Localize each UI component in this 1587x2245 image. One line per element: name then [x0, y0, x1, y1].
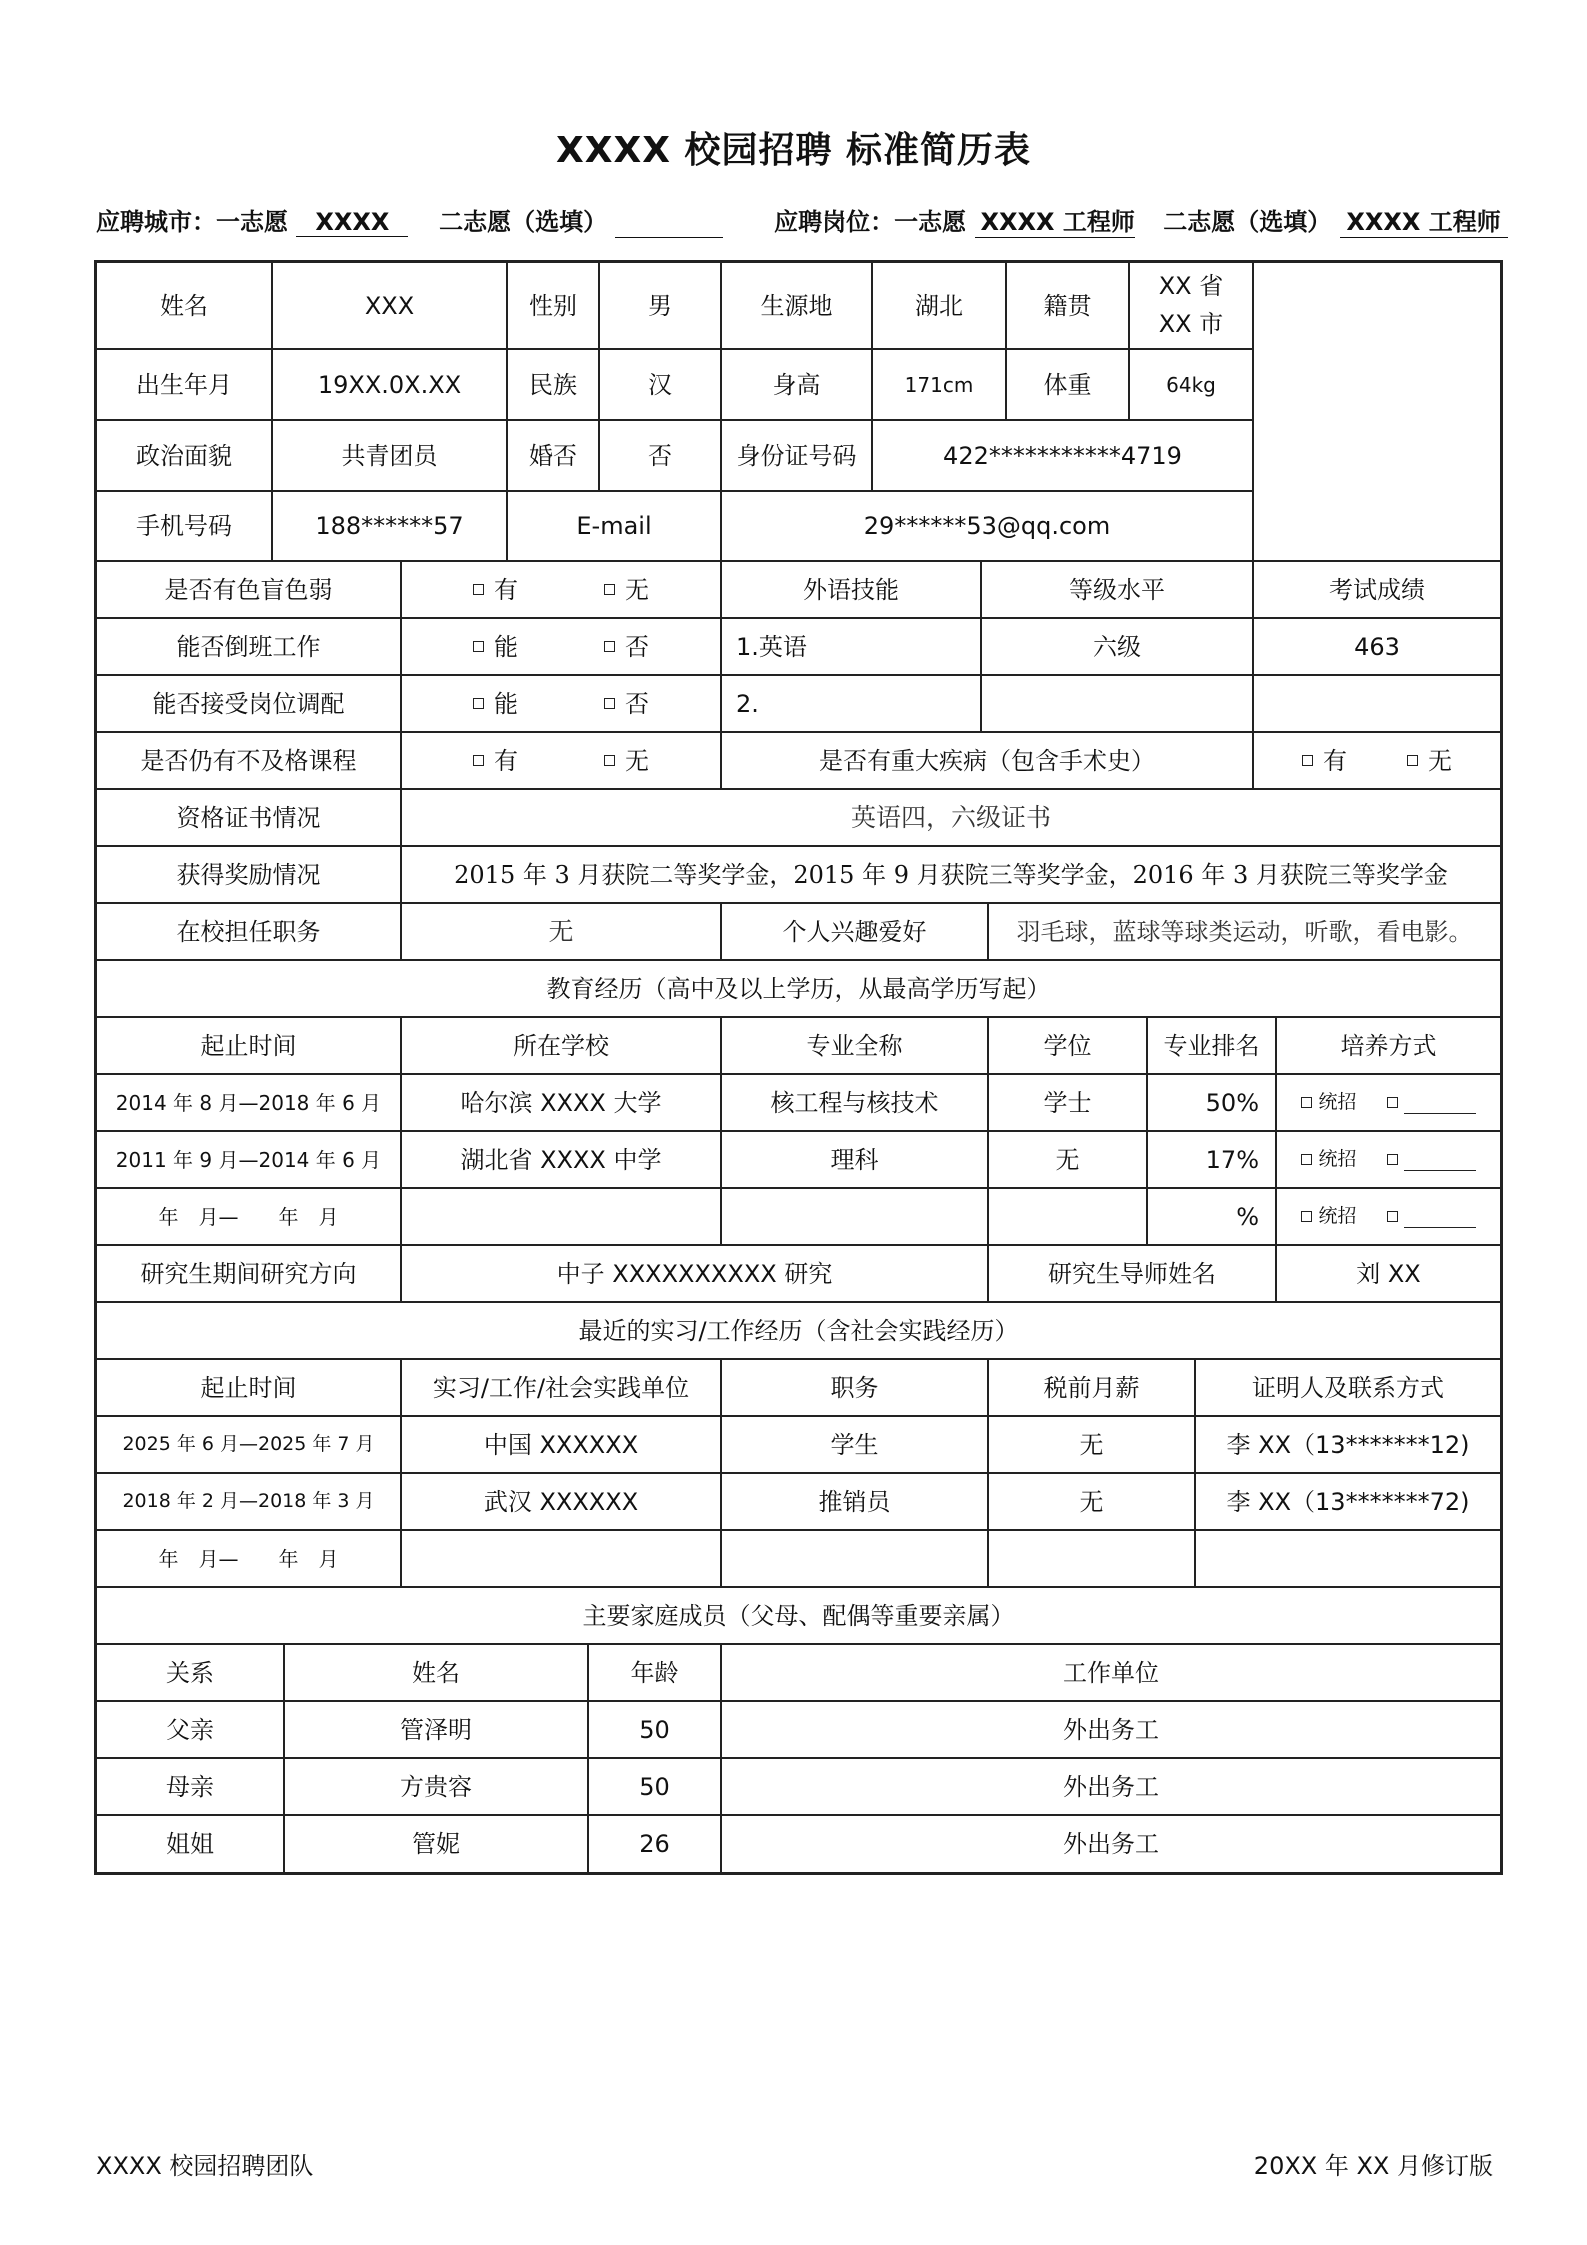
option-yes[interactable]: 有 [473, 572, 518, 608]
family-work[interactable]: 外出务工 [721, 1758, 1501, 1815]
option-no[interactable]: 否 [604, 629, 649, 665]
work-col-unit: 实习/工作/社会实践单位 [401, 1359, 721, 1416]
work-salary[interactable] [988, 1530, 1195, 1587]
work-salary[interactable]: 无 [988, 1473, 1195, 1530]
birth-label: 出生年月 [96, 349, 272, 420]
family-age[interactable]: 50 [588, 1758, 721, 1815]
edu-major[interactable]: 核工程与核技术 [721, 1074, 988, 1131]
edu-rank[interactable]: 50% [1147, 1074, 1276, 1131]
family-age[interactable]: 50 [588, 1701, 721, 1758]
question-label-transfer: 能否接受岗位调配 [96, 675, 401, 732]
language-level-2[interactable] [981, 675, 1253, 732]
training-other-blank[interactable] [1404, 1148, 1476, 1171]
work-reference[interactable] [1195, 1530, 1501, 1587]
family-relation[interactable]: 父亲 [96, 1701, 284, 1758]
checkbox-icon [473, 698, 484, 709]
awards-value[interactable]: 2015 年 3 月获院二等奖学金，2015 年 9 月获院三等奖学金，2016 年 3 月获院三等奖学金 [401, 846, 1501, 903]
married-value[interactable]: 否 [599, 420, 721, 491]
footer-team: XXXX 校园招聘团队 [96, 2152, 314, 2180]
language-col-skill: 外语技能 [721, 561, 981, 618]
option-yes[interactable]: 有 [473, 743, 518, 779]
work-period[interactable]: 2025 年 6 月—2025 年 7 月 [96, 1416, 401, 1473]
edu-degree[interactable]: 学士 [988, 1074, 1147, 1131]
question-label-shift: 能否倒班工作 [96, 618, 401, 675]
checkbox-icon [1301, 1097, 1312, 1108]
option-no[interactable]: 无 [604, 572, 649, 608]
post-first-choice[interactable]: XXXX 工程师 [975, 202, 1135, 238]
family-relation[interactable]: 母亲 [96, 1758, 284, 1815]
edu-period[interactable]: 2014 年 8 月—2018 年 6 月 [96, 1074, 401, 1131]
id-value[interactable]: 422***********4719 [872, 420, 1253, 491]
checkbox-icon [473, 755, 484, 766]
checkbox-icon [1387, 1154, 1398, 1165]
work-reference[interactable]: 李 XX（13*******72) [1195, 1473, 1501, 1530]
family-work[interactable]: 外出务工 [721, 1701, 1501, 1758]
edu-school[interactable]: 哈尔滨 XXXX 大学 [401, 1074, 721, 1131]
question-options-failed-courses[interactable] [401, 732, 721, 789]
checkbox-icon [604, 584, 615, 595]
question-label-failed-courses: 是否仍有不及格课程 [96, 732, 401, 789]
family-name[interactable]: 方贵容 [284, 1758, 588, 1815]
hobby-value[interactable]: 羽毛球，蓝球等球类运动，听歌，看电影。 [988, 903, 1501, 960]
training-other-blank[interactable] [1404, 1091, 1476, 1114]
edu-col-period: 起止时间 [96, 1017, 401, 1074]
email-label: E-mail [507, 491, 721, 561]
option-yes[interactable]: 能 [473, 686, 518, 722]
checkbox-icon [604, 698, 615, 709]
family-col-relation: 关系 [96, 1644, 284, 1701]
question-label-colorblind: 是否有色盲色弱 [96, 561, 401, 618]
native-province: XX 省 [1158, 272, 1224, 301]
post-second-label: 二志愿（选填） [1163, 208, 1332, 236]
edu-major[interactable]: 理科 [721, 1131, 988, 1188]
work-col-salary: 税前月薪 [988, 1359, 1195, 1416]
work-role[interactable] [721, 1530, 988, 1587]
work-col-reference: 证明人及联系方式 [1195, 1359, 1501, 1416]
advisor-label: 研究生导师姓名 [988, 1245, 1276, 1302]
edu-school[interactable] [401, 1188, 721, 1245]
language-score-2[interactable] [1253, 675, 1501, 732]
native-value[interactable] [1129, 262, 1253, 349]
weight-value[interactable]: 64kg [1129, 349, 1253, 420]
family-name[interactable]: 管泽明 [284, 1701, 588, 1758]
research-label: 研究生期间研究方向 [96, 1245, 401, 1302]
disease-options[interactable] [1253, 732, 1501, 789]
question-options-colorblind[interactable] [401, 561, 721, 618]
positions-label: 在校担任职务 [96, 903, 401, 960]
edu-major[interactable] [721, 1188, 988, 1245]
height-value[interactable]: 171cm [872, 349, 1006, 420]
political-label: 政治面貌 [96, 420, 272, 491]
gender-value[interactable]: 男 [599, 262, 721, 349]
edu-col-rank: 专业排名 [1147, 1017, 1276, 1074]
work-col-role: 职务 [721, 1359, 988, 1416]
edu-period[interactable]: 年 月— 年 月 [96, 1188, 401, 1245]
positions-value[interactable]: 无 [401, 903, 721, 960]
native-label: 籍贯 [1006, 262, 1129, 349]
checkbox-icon [1387, 1097, 1398, 1108]
work-col-period: 起止时间 [96, 1359, 401, 1416]
edu-training[interactable]: 统招 [1276, 1131, 1501, 1188]
edu-col-degree: 学位 [988, 1017, 1147, 1074]
option-no[interactable]: 否 [604, 686, 649, 722]
awards-label: 获得奖励情况 [96, 846, 401, 903]
page-title: XXXX 校园招聘 标准简历表 [555, 130, 1032, 171]
email-value[interactable]: 29******53@qq.com [721, 491, 1253, 561]
edu-training[interactable]: 统招 [1276, 1188, 1501, 1245]
edu-rank[interactable]: % [1147, 1188, 1276, 1245]
family-age[interactable]: 26 [588, 1815, 721, 1873]
birth-value[interactable]: 19XX.0X.XX [272, 349, 507, 420]
language-level-1[interactable]: 六级 [981, 618, 1253, 675]
edu-degree[interactable]: 无 [988, 1131, 1147, 1188]
origin-label: 生源地 [721, 262, 872, 349]
family-relation[interactable]: 姐姐 [96, 1815, 284, 1873]
city-second-label: 二志愿（选填） [439, 208, 608, 236]
language-col-score: 考试成绩 [1253, 561, 1501, 618]
work-role[interactable]: 学生 [721, 1416, 988, 1473]
checkbox-icon [604, 641, 615, 652]
edu-degree[interactable] [988, 1188, 1147, 1245]
edu-training[interactable]: 统招 [1276, 1074, 1501, 1131]
checkbox-icon [1387, 1211, 1398, 1222]
family-col-age: 年龄 [588, 1644, 721, 1701]
option-no[interactable]: 无 [1407, 743, 1452, 779]
option-yes[interactable]: 能 [473, 629, 518, 665]
political-value[interactable]: 共青团员 [272, 420, 507, 491]
research-value[interactable]: 中子 XXXXXXXXXX 研究 [401, 1245, 988, 1302]
edu-rank[interactable]: 17% [1147, 1131, 1276, 1188]
edu-col-training: 培养方式 [1276, 1017, 1501, 1074]
question-options-shift[interactable] [401, 618, 721, 675]
checkbox-icon [1301, 1154, 1312, 1165]
work-role[interactable]: 推销员 [721, 1473, 988, 1530]
name-value[interactable]: XXX [272, 262, 507, 349]
language-skill-2[interactable]: 2. [721, 675, 981, 732]
family-header: 主要家庭成员（父母、配偶等重要亲属） [96, 1587, 1501, 1644]
married-label: 婚否 [507, 420, 599, 491]
work-unit[interactable]: 武汉 XXXXXX [401, 1473, 721, 1530]
city-first-choice[interactable]: XXXX [296, 208, 408, 237]
height-label: 身高 [721, 349, 872, 420]
phone-label: 手机号码 [96, 491, 272, 561]
advisor-value[interactable]: 刘 XX [1276, 1245, 1501, 1302]
checkbox-icon [1302, 755, 1313, 766]
family-col-name: 姓名 [284, 1644, 588, 1701]
native-city: XX 市 [1158, 309, 1224, 338]
checkbox-icon [473, 641, 484, 652]
weight-label: 体重 [1006, 349, 1129, 420]
city-second-choice[interactable] [615, 207, 723, 238]
language-col-level: 等级水平 [981, 561, 1253, 618]
work-header: 最近的实习/工作经历（含社会实践经历） [96, 1302, 1501, 1359]
edu-school[interactable]: 湖北省 XXXX 中学 [401, 1131, 721, 1188]
post-second-choice[interactable]: XXXX 工程师 [1340, 202, 1508, 238]
resume-table [96, 262, 1501, 1873]
edu-period[interactable]: 2011 年 9 月—2014 年 6 月 [96, 1131, 401, 1188]
option-yes[interactable]: 有 [1302, 743, 1347, 779]
training-other-blank[interactable] [1404, 1205, 1476, 1228]
work-period[interactable]: 2018 年 2 月—2018 年 3 月 [96, 1473, 401, 1530]
checkbox-icon [604, 755, 615, 766]
education-header: 教育经历（高中及以上学历，从最高学历写起） [96, 960, 1501, 1017]
application-line [96, 202, 1501, 238]
family-col-work: 工作单位 [721, 1644, 1501, 1701]
post-label: 应聘岗位：一志愿 [774, 208, 967, 236]
checkbox-icon [473, 584, 484, 595]
ethnic-value[interactable]: 汉 [599, 349, 721, 420]
language-score-1[interactable]: 463 [1253, 618, 1501, 675]
work-unit[interactable]: 中国 XXXXXX [401, 1416, 721, 1473]
gender-label: 性别 [507, 262, 599, 349]
work-unit[interactable] [401, 1530, 721, 1587]
ethnic-label: 民族 [507, 349, 599, 420]
family-name[interactable]: 管妮 [284, 1815, 588, 1873]
id-label: 身份证号码 [721, 420, 872, 491]
phone-value[interactable]: 188******57 [272, 491, 507, 561]
origin-value[interactable]: 湖北 [872, 262, 1006, 349]
work-salary[interactable]: 无 [988, 1416, 1195, 1473]
work-reference[interactable]: 李 XX（13*******12) [1195, 1416, 1501, 1473]
certificates-label: 资格证书情况 [96, 789, 401, 846]
footer-revision: 20XX 年 XX 月修订版 [1253, 2152, 1493, 2180]
certificates-value[interactable]: 英语四，六级证书 [401, 789, 1501, 846]
checkbox-icon [1407, 755, 1418, 766]
question-options-transfer[interactable] [401, 675, 721, 732]
edu-col-major: 专业全称 [721, 1017, 988, 1074]
checkbox-icon [1301, 1211, 1312, 1222]
hobby-label: 个人兴趣爱好 [721, 903, 988, 960]
family-work[interactable]: 外出务工 [721, 1815, 1501, 1873]
photo-area[interactable] [1253, 262, 1501, 561]
city-label: 应聘城市：一志愿 [96, 208, 288, 236]
edu-col-school: 所在学校 [401, 1017, 721, 1074]
disease-label: 是否有重大疾病（包含手术史） [721, 732, 1253, 789]
option-no[interactable]: 无 [604, 743, 649, 779]
name-label: 姓名 [96, 262, 272, 349]
work-period[interactable]: 年 月— 年 月 [96, 1530, 401, 1587]
language-skill-1[interactable]: 1.英语 [721, 618, 981, 675]
